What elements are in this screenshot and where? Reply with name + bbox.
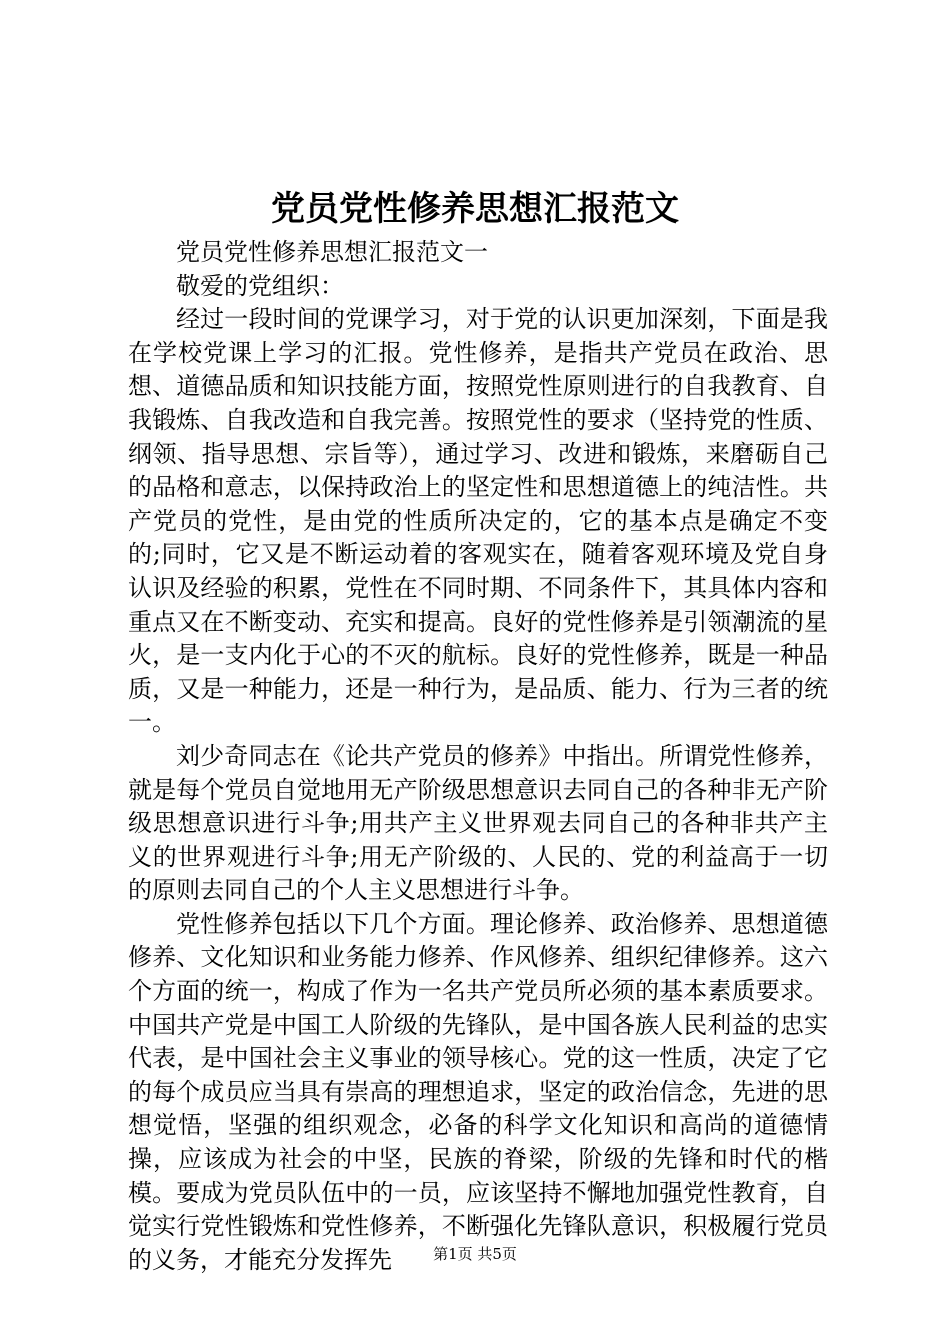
- paragraph-subtitle: 党员党性修养思想汇报范文一: [176, 238, 488, 266]
- paragraph-body-3: 党性修养包括以下几个方面。理论修养、政治修养、思想道德修养、文化知识和业务能力修养、作风修养、组织纪律修养。这六个方面的统一，构成了作为一名共产党员所必须的基本素质要求。中国共产党是中国工人阶级的先锋队，是中国各族人民利益的忠实代表，是中国社会主义事业的领导核心。党的这一性质，决定了它的每个成员应当具有崇高的理想追求，坚定的政治信念，先进的思想觉悟，坚强的组织观念，必备的科学文化知识和高尚的道德情操，应该成为社会的中坚，民族的脊梁，阶级的先锋和时代的楷模。要成为党员队伍中的一员，应该坚持不懈地加强党性教育，自觉实行党性锻炼和党性修养，不断强化先锋队意识，积极履行党员的义务，才能充分发挥先: [128, 909, 828, 1274]
- paragraph-body-1: 经过一段时间的党课学习，对于党的认识更加深刻，下面是我在学校党课上学习的汇报。党性修养，是指共产党员在政治、思想、道德品质和知识技能方面，按照党性原则进行的自我教育、自我锻炼、自我改造和自我完善。按照党性的要求（坚持党的性质、纲领、指导思想、宗旨等），通过学习、改进和锻炼，来磨砺自己的品格和意志，以保持政治上的坚定性和思想道德上的纯洁性。共产党员的党性，是由党的性质所决定的，它的基本点是确定不变的;同时，它又是不断运动着的客观实在，随着客观环境及党自身认识及经验的积累，党性在不同时期、不同条件下，其具体内容和重点又在不断变动、充实和提高。良好的党性修养是引领潮流的星火，是一支内化于心的不灭的航标。良好的党性修养，既是一种品质，又是一种能力，还是一种行为，是品质、能力、行为三者的统一。: [128, 305, 828, 737]
- paragraph-body-2: 刘少奇同志在《论共产党员的修养》中指出。所谓党性修养，就是每个党员自觉地用无产阶级思想意识去同自己的各种非无产阶级思想意识进行斗争;用共产主义世界观去同自己的各种非共产主义的世界观进行斗争;用无产阶级的、人民的、党的利益高于一切的原则去同自己的个人主义思想进行斗争。: [128, 741, 828, 905]
- document-body: [128, 236, 828, 1277]
- document-title: 党员党性修养思想汇报范文: [271, 189, 679, 229]
- page-number-footer: 第1页 共5页: [433, 1245, 517, 1263]
- paragraph-salutation: 敬爱的党组织：: [176, 271, 344, 300]
